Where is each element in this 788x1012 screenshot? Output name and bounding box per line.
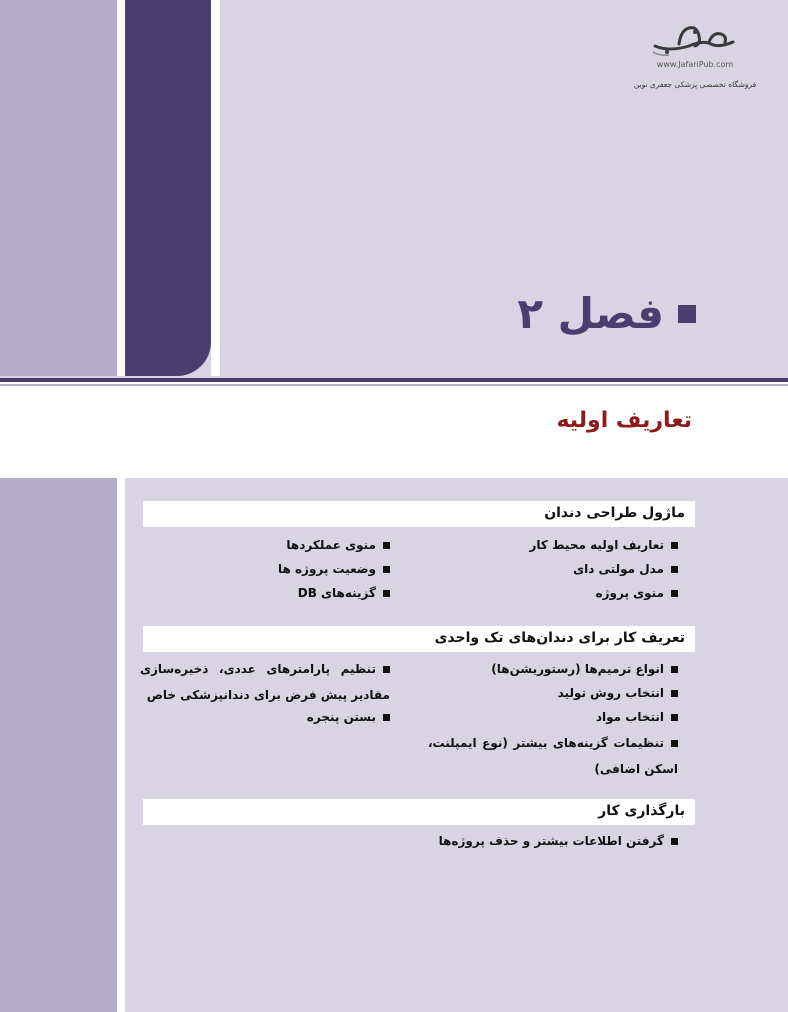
section-heading-bar (143, 501, 695, 527)
content-left-strip (0, 478, 117, 1012)
bullet-square-icon (383, 566, 390, 573)
section-heading: تعریف کار برای دندان‌های تک واحدی (434, 630, 685, 646)
publisher-url: www.JafariPub.com (656, 60, 734, 69)
header-left-strip (0, 0, 117, 376)
chapter-title: فصل ۲ (517, 289, 664, 338)
bullet-square-icon (671, 690, 678, 697)
list-item: انتخاب مواد (596, 710, 678, 724)
bullet-square-icon (671, 590, 678, 597)
bullet-square-icon (383, 714, 390, 721)
divider-rule-thin (0, 384, 788, 386)
publisher-logo-icon (649, 22, 741, 58)
publisher-logo (640, 22, 750, 69)
chapter-heading (517, 289, 696, 338)
list-item: انواع ترمیم‌ها (رستوریشن‌ها) (491, 662, 678, 676)
list-item: منوی عملکردها (286, 538, 390, 552)
bullet-square-icon (383, 542, 390, 549)
section-heading-bar (143, 626, 695, 652)
list-item: گرفتن اطلاعات بیشتر و حذف پروژه‌ها (439, 834, 678, 848)
bullet-square-icon (383, 590, 390, 597)
chapter-tab (125, 0, 211, 376)
header-gap (117, 0, 125, 376)
list-item: انتخاب روش تولید (558, 686, 678, 700)
bullet-square-icon (671, 542, 678, 549)
list-item: تعاریف اولیه محیط کار (530, 538, 679, 552)
bullet-square-icon (671, 740, 678, 747)
bullet-square-icon (671, 666, 678, 673)
section-heading-bar (143, 799, 695, 825)
bullet-square-icon (671, 566, 678, 573)
bullet-square-icon (671, 714, 678, 721)
list-item: بستن پنجره (307, 710, 390, 724)
chapter-square-icon (678, 305, 696, 323)
list-item: گزینه‌های DB (298, 586, 390, 600)
section-heading: ماژول طراحی دندان (544, 505, 685, 521)
bullet-square-icon (671, 838, 678, 845)
bullet-square-icon (383, 666, 390, 673)
publisher-shop-name: فروشگاه تخصصی پزشکی جعفری نوین (633, 80, 757, 89)
list-item: تنظیم پارامترهای عددی، ذخیره‌سازی مقادیر پیش فرض برای دندانپزشکی خاص (140, 662, 390, 702)
list-item: منوی پروژه (596, 586, 678, 600)
list-item: وضعیت پروژه ها (278, 562, 390, 576)
list-item: تنظیمات گزینه‌های بیشتر (نوع ایمپلنت، اسکن اضافی) (428, 736, 678, 776)
list-item: مدل مولتی دای (573, 562, 678, 576)
header-gap-2 (211, 0, 220, 376)
section-title: تعاریف اولیه (556, 408, 692, 433)
divider-rule (0, 378, 788, 382)
section-heading: بارگذاری کار (598, 803, 685, 819)
